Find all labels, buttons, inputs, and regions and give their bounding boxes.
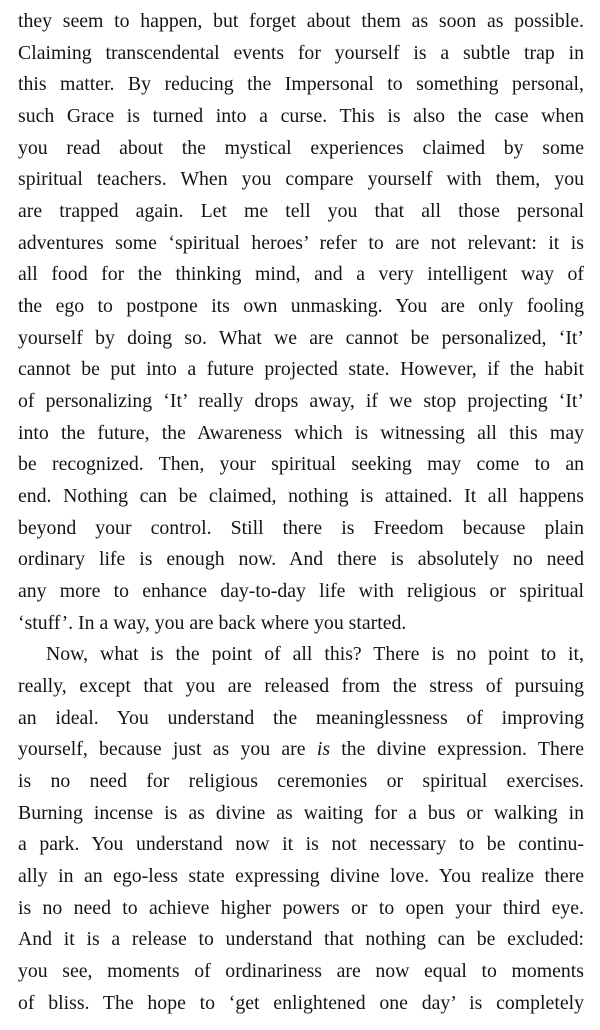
text-line: cannot be put into a future projected state. However, if the habit bbox=[18, 358, 584, 381]
text-line: the ego to postpone its own unmasking. You are only fooling bbox=[18, 295, 584, 318]
text-line: of personalizing ‘It’ really drops away, if we stop projecting ‘It’ bbox=[18, 390, 584, 413]
text-line: ordinary life is enough now. And there is absolutely no need bbox=[18, 548, 584, 571]
text-line: any more to enhance day-to-day life with religious or spiritual bbox=[18, 580, 584, 603]
text-line: really, except that you are released from the stress of pursuing bbox=[18, 675, 584, 698]
text-line: of bliss. The hope to ‘get enlightened one day’ is completely bbox=[18, 991, 584, 1014]
text-line: a park. You understand now it is not necessary to be continu- bbox=[18, 833, 584, 856]
text-line: such Grace is turned into a curse. This is also the case when bbox=[18, 105, 584, 128]
text-line: this matter. By reducing the Impersonal to something personal, bbox=[18, 73, 584, 96]
text-line: into the future, the Awareness which is witnessing all this may bbox=[18, 421, 584, 444]
text-line: yourself by doing so. What we are cannot be personalized, ‘It’ bbox=[18, 326, 584, 349]
text-line: they seem to happen, but forget about them as soon as possible. bbox=[18, 10, 584, 32]
text-line: be recognized. Then, your spiritual seeking may come to an bbox=[18, 453, 584, 476]
paragraph-2 bbox=[18, 639, 584, 1019]
text-line: Claiming transcendental events for yourself is a subtle trap in bbox=[18, 41, 584, 64]
text-line: end. Nothing can be claimed, nothing is attained. It all happens bbox=[18, 485, 584, 508]
text-line: you read about the mystical experiences claimed by some bbox=[18, 136, 584, 159]
book-page bbox=[18, 6, 584, 1020]
text-line-with-emphasis bbox=[18, 734, 584, 766]
text-line: Now, what is the point of all this? There is no point to it, bbox=[46, 643, 584, 666]
text-run: yourself, because just as you are bbox=[18, 738, 317, 761]
text-line: Burning incense is as divine as waiting for a bus or walking in bbox=[18, 801, 584, 824]
text-run: the divine expression. There bbox=[330, 738, 585, 761]
text-line: adventures some ‘spiritual heroes’ refer to are not relevant: it is bbox=[18, 231, 584, 254]
text-line: ‘stuff’. In a way, you are back where you started. bbox=[18, 611, 407, 634]
text-line: ally in an ego-less state expressing divine love. You realize there bbox=[18, 865, 584, 888]
text-line: all food for the thinking mind, and a very intelligent way of bbox=[18, 263, 584, 286]
text-line: is no need to achieve higher powers or to open your third eye. bbox=[18, 896, 584, 919]
text-line: beyond your control. Still there is Freedom because plain bbox=[18, 516, 584, 539]
text-line: And it is a release to understand that nothing can be excluded: bbox=[18, 928, 584, 951]
text-line: spiritual teachers. When you compare yourself with them, you bbox=[18, 168, 584, 191]
emphasis-is: is bbox=[316, 738, 331, 761]
paragraph-1 bbox=[18, 6, 584, 639]
text-line: are trapped again. Let me tell you that all those personal bbox=[18, 200, 584, 223]
text-line: an ideal. You understand the meaninglessness of improving bbox=[18, 706, 584, 729]
text-line: you see, moments of ordinariness are now equal to moments bbox=[18, 960, 584, 983]
text-line: is no need for religious ceremonies or spiritual exercises. bbox=[18, 770, 584, 793]
